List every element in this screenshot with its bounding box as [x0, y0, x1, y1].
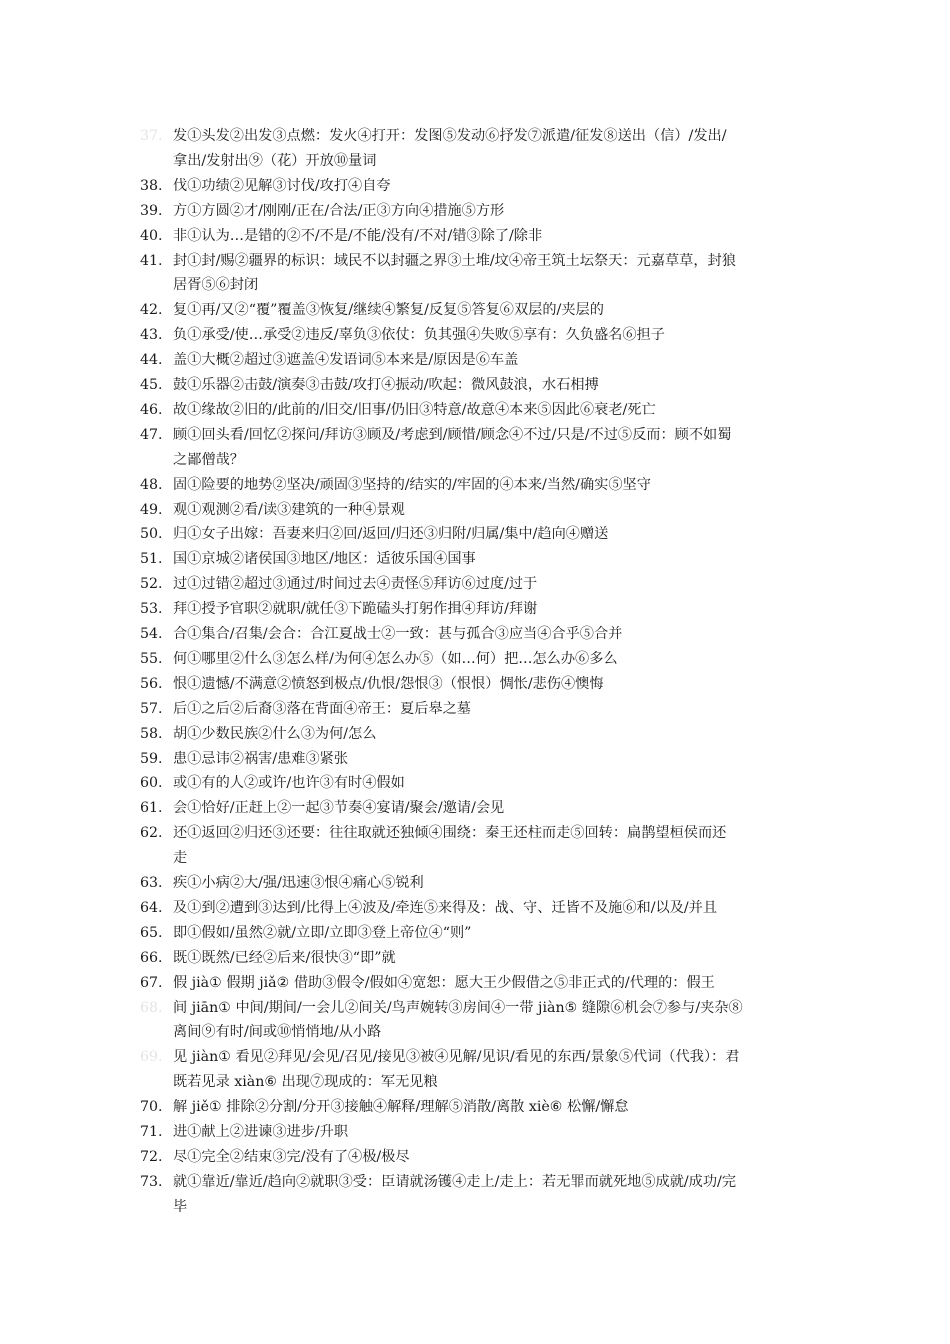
entry-number: 54.	[140, 626, 163, 642]
entry-text-line: 国①京城②诸侯国③地区/地区：适彼乐国④国事	[173, 551, 476, 568]
entry-number: 47.	[140, 426, 163, 443]
entry-text-line: 见 jiàn① 看见②拜见/会见/召见/接见③被④见解/见识/看见的东西/景象⑤代词（代我）：君	[173, 1049, 740, 1066]
entry-number: 43.	[140, 327, 163, 344]
entry-number: 38.	[140, 177, 163, 194]
entry-text-line: 鼓①乐器②击鼓/演奏③击鼓/攻打④振动/吹起：微风鼓浪，水石相搏	[173, 377, 599, 393]
entry-text-line: 走	[173, 850, 188, 867]
entry-number: 42.	[140, 302, 163, 319]
entry-text-line: 会①恰好/正赶上②一起③节奏④宴请/聚会/邀请/会见	[173, 800, 505, 817]
entry-text-line: 方①方圆②才/刚刚/正在/合法/正③方向④措施⑤方形	[173, 202, 505, 219]
entry-text-line: 拿出/发射出⑨（花）开放⑩量词	[173, 152, 377, 169]
entry-number: 73.	[140, 1173, 163, 1190]
entry-number: 37.	[140, 128, 163, 144]
entry-text-line: 复①再/又②“覆”覆盖③恢复/继续④繁复/反复⑤答复⑥双层的/夹层的	[173, 302, 604, 319]
entry-number: 51.	[140, 551, 163, 568]
entry-text-line: 解 jiě① 排除②分割/分开③接触④解释/理解⑤消散/离散 xiè⑥ 松懈/懈怠	[173, 1099, 629, 1116]
entry-text-line: 顾①回头看/回忆②探问/拜访③顾及/考虑到/顾惜/顾念④不过/只是/不过⑤反而：顾不如蜀	[173, 426, 732, 443]
entry-text-line: 合①集合/召集/会合：合江夏战士②一致：甚与孤合③应当④合乎⑤合并	[173, 626, 623, 642]
entry-number: 61.	[140, 800, 163, 817]
glossary-entry	[140, 771, 812, 796]
glossary-entry	[140, 498, 812, 523]
entry-number: 44.	[140, 352, 163, 369]
entry-number: 40.	[140, 227, 163, 244]
glossary-entry	[140, 622, 812, 647]
entry-number: 63.	[140, 875, 163, 891]
glossary-entry	[140, 373, 812, 398]
entry-text-line: 故①缘故②旧的/此前的/旧交/旧事/仍旧③特意/故意④本来⑤因此⑥衰老/死亡	[173, 401, 656, 418]
entry-number: 62.	[140, 825, 163, 842]
glossary-entry	[140, 871, 812, 896]
glossary-entry	[140, 1170, 812, 1220]
entry-number: 56.	[140, 675, 163, 692]
entry-text-line: 既①既然/已经②后来/很快③“即”就	[173, 949, 396, 966]
glossary-entry	[140, 473, 812, 498]
glossary-entry	[140, 522, 812, 547]
entry-number: 55.	[140, 650, 163, 667]
entry-text-line: 既若见录 xiàn⑥ 出现⑦现成的：军无见粮	[173, 1074, 438, 1091]
entry-text-line: 何①哪里②什么③怎么样/为何④怎么办⑤（如…何）把…怎么办⑥多么	[173, 650, 618, 667]
glossary-entry	[140, 722, 812, 747]
entry-text-line: 进①献上②进谏③进步/升职	[173, 1124, 349, 1140]
glossary-entry	[140, 423, 812, 473]
entry-text-line: 还①返回②归还③还要：往往取就还独倾④围绕：秦王还柱而走⑤回转：扁鹊望桓侯而还	[173, 825, 727, 842]
entry-text-line: 尽①完全②结束③完/没有了④极/极尽	[173, 1148, 410, 1165]
entry-text-line: 即①假如/虽然②就/立即/立即③登上帝位④“则”	[173, 924, 472, 941]
entry-number: 67.	[140, 974, 163, 991]
entry-number: 46.	[140, 401, 163, 418]
entry-number: 69.	[140, 1049, 163, 1066]
glossary-entry	[140, 697, 812, 722]
entry-text-line: 疾①小病②大/强/迅速③恨④痛心⑤锐利	[173, 875, 424, 891]
entry-text-line: 过①过错②超过③通过/时间过去④责怪⑤拜访⑥过度/过于	[173, 576, 538, 593]
entry-number: 39.	[140, 202, 163, 219]
glossary-entry	[140, 174, 812, 199]
entry-text-line: 就①靠近/靠近/趋向②就职③受：臣请就汤镬④走上/走上：若无罪而就死地⑤成就/成功/完	[173, 1173, 737, 1190]
glossary-entry	[140, 224, 812, 249]
glossary-entry	[140, 946, 812, 971]
entry-text-line: 归①女子出嫁：吾妻来归②回/返回/归还③归附/归属/集中/趋向④赠送	[173, 526, 609, 543]
entry-number: 52.	[140, 576, 163, 593]
entry-text-line: 及①到②遭到③达到/比得上④波及/牵连⑤来得及：战、守、迁皆不及施⑥和/以及/并且	[173, 899, 718, 916]
entry-text-line: 患①忌讳②祸害/患难③紧张	[173, 750, 349, 767]
entry-text-line: 离间⑨有时/间或⑩悄悄地/从小路	[173, 1024, 382, 1041]
entry-number: 68.	[140, 999, 163, 1016]
entry-number: 64.	[140, 899, 163, 916]
entry-text-line: 发①头发②出发③点燃：发火④打开：发图⑤发动⑥抒发⑦派遣/征发⑧送出（信）/发出/	[173, 128, 727, 144]
entry-number: 45.	[140, 377, 163, 393]
entry-number: 57.	[140, 700, 163, 717]
entry-number: 72.	[140, 1148, 163, 1165]
entry-text-line: 拜①授予官职②就职/就任③下跪磕头打躬作揖④拜访/拜谢	[173, 601, 538, 618]
entry-text-line: 胡①少数民族②什么③为何/怎么	[173, 725, 377, 742]
entry-text-line: 假 jià① 假期 jiǎ② 借助③假令/假如④宽恕：愿大王少假借之⑤非正式的/代理的：假王	[173, 974, 715, 991]
entry-number: 59.	[140, 750, 163, 767]
glossary-entry	[140, 821, 812, 871]
glossary-entry	[140, 996, 812, 1046]
glossary-entry	[140, 398, 812, 423]
glossary-entry	[140, 572, 812, 597]
glossary-entry	[140, 323, 812, 348]
glossary-entry	[140, 547, 812, 572]
entry-text-line: 封①封/赐②疆界的标识：域民不以封疆之界③土堆/坟④帝王筑土坛祭天：元嘉草草，封狼	[173, 252, 736, 269]
entry-text-line: 间 jiān① 中间/期间/一会儿②间关/鸟声婉转③房间④一带 jiàn⑤ 缝隙⑥机会⑦参与/夹杂⑧	[173, 999, 743, 1016]
entry-text-line: 非①认为…是错的②不/不是/不能/没有/不对/错③除了/除非	[173, 227, 543, 244]
glossary-entry	[140, 1095, 812, 1120]
entry-text-line: 恨①遗憾/不满意②愤怒到极点/仇恨/怨恨③（恨恨）惆怅/悲伤④懊悔	[173, 675, 604, 692]
glossary-entry	[140, 249, 812, 299]
glossary-entry	[140, 1045, 812, 1095]
entry-text-line: 固①险要的地势②坚决/顽固③坚持的/结实的/牢固的④本来/当然/确实⑤坚守	[173, 476, 651, 493]
glossary-entry	[140, 124, 812, 174]
entry-number: 49.	[140, 501, 163, 518]
entry-number: 58.	[140, 725, 163, 742]
glossary-entry	[140, 597, 812, 622]
glossary-entry	[140, 1145, 812, 1170]
entry-number: 41.	[140, 252, 163, 269]
entry-number: 60.	[140, 775, 163, 792]
entry-text-line: 居胥⑤⑥封闭	[173, 277, 259, 294]
entry-text-line: 盖①大概②超过③遮盖④发语词⑤本来是/原因是⑥车盖	[173, 352, 519, 369]
glossary-entry	[140, 199, 812, 224]
glossary-entry	[140, 647, 812, 672]
glossary-entry	[140, 971, 812, 996]
entry-text-line: 伐①功绩②见解③讨伐/攻打④自夸	[173, 177, 391, 194]
entry-text-line: 负①承受/使…承受②违反/辜负③依仗：负其强④失败⑤享有：久负盛名⑥担子	[173, 327, 665, 344]
entry-text-line: 后①之后②后裔③落在背面④帝王：夏后皋之墓	[173, 700, 471, 717]
entry-text-line: 或①有的人②或许/也许③有时④假如	[173, 775, 405, 792]
glossary-entry	[140, 747, 812, 772]
entry-number: 65.	[140, 924, 163, 941]
glossary-entry	[140, 796, 812, 821]
entry-number: 50.	[140, 526, 163, 543]
entry-number: 53.	[140, 601, 163, 618]
glossary-entry	[140, 672, 812, 697]
glossary-entry	[140, 896, 812, 921]
entry-number: 71.	[140, 1124, 163, 1140]
entry-text-line: 之鄙僧哉？	[173, 451, 244, 468]
glossary-entry	[140, 1120, 812, 1145]
glossary-entry	[140, 298, 812, 323]
entry-number: 70.	[140, 1099, 163, 1116]
glossary-entry	[140, 921, 812, 946]
entry-text-line: 观①观测②看/读③建筑的一种④景观	[173, 501, 405, 518]
entry-number: 66.	[140, 949, 163, 966]
entry-text-line: 毕	[173, 1198, 188, 1215]
entry-number: 48.	[140, 476, 163, 493]
glossary-entry	[140, 348, 812, 373]
